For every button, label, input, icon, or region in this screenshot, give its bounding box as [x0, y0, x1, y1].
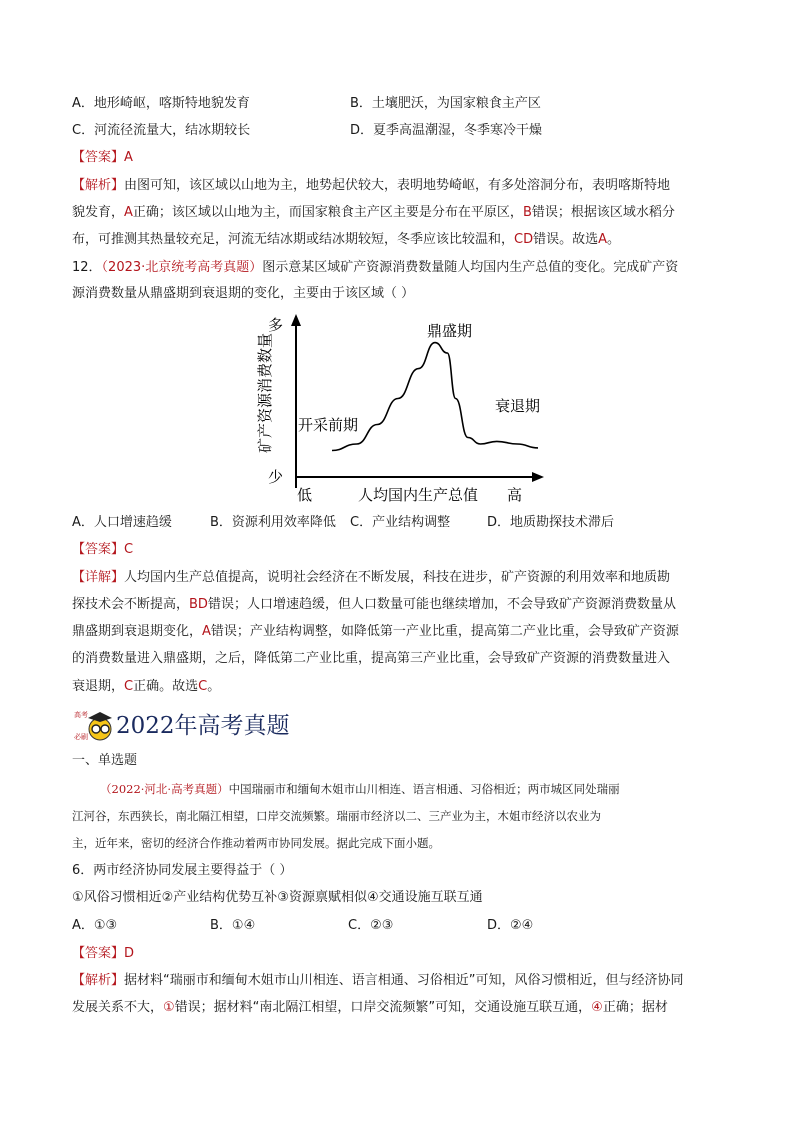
analysis-text: 正确；该区域以山地为主，而国家粮食主产区主要是分布在平原区， — [132, 205, 523, 220]
analysis-key: ① — [163, 1000, 175, 1015]
answer-label: 【答案】 — [72, 150, 125, 165]
detail-key: BD — [189, 597, 208, 612]
detail-text: 错误；产业结构调整，如降低第一产业比重，提高第二产业比重，会导致矿产资源 — [210, 624, 679, 639]
analysis-text: 正确；据材 — [602, 1000, 668, 1015]
answer-label: 【答案】 — [72, 946, 125, 961]
q12-option-c: C．产业结构调整 — [350, 515, 451, 530]
analysis-text: 貌发育， — [72, 205, 125, 220]
q11-analysis-line-1 — [72, 176, 670, 196]
detail-text: 衰退期， — [72, 679, 125, 694]
detail-key: C — [198, 679, 208, 694]
material-line-3: 主，近年来，密切的经济合作推动着两市协同发展。据此完成下面小题。 — [72, 836, 440, 850]
analysis-text: 错误；根据该区域水稻分 — [531, 205, 675, 220]
q12-detail-line-2 — [72, 595, 676, 615]
q12-answer — [72, 540, 133, 560]
q11-analysis-line-2 — [72, 203, 675, 223]
q12-option-a: A．人口增速趋缓 — [72, 515, 172, 530]
detail-text: 人均国内生产总值提高，说明社会经济在不断发展，科技在进步，矿产资源的利用效率和地质勘 — [124, 570, 671, 585]
analysis-text: 布，可推测其热量较充足，河流无结冰期或结冰期较短，冬季应该比较温和， — [72, 232, 515, 247]
answer-value: C — [124, 542, 134, 557]
analysis-text: 发展关系不大， — [72, 1000, 164, 1015]
logo-text-top: 高考 — [74, 711, 88, 719]
detail-text: 探技术会不断提高， — [72, 597, 190, 612]
detail-key: C — [124, 679, 134, 694]
q11-analysis-line-3 — [72, 230, 620, 250]
x-low-label: 低 — [297, 486, 313, 504]
q6-answer — [72, 944, 134, 964]
q6-option-d: D．②④ — [487, 918, 534, 933]
q12-detail-line-5 — [72, 677, 220, 697]
logo-cap — [88, 712, 112, 722]
section-title: 2022年高考真题 — [116, 713, 290, 739]
q6-analysis-line-2 — [72, 998, 668, 1018]
q12-option-b: B．资源利用效率降低 — [210, 515, 336, 530]
q11-option-c: C．河流径流量大，结冰期较长 — [72, 123, 251, 138]
q12-detail-line-1 — [72, 568, 670, 588]
q6-option-c: C．②③ — [348, 918, 394, 933]
section-logo — [72, 705, 116, 745]
q12-detail-line-3 — [72, 622, 679, 642]
annotation-peak: 鼎盛期 — [427, 322, 473, 340]
analysis-label: 【解析】 — [72, 178, 125, 193]
y-high-label: 多 — [268, 316, 284, 334]
analysis-text: 错误；据材料“南北隔江相望，口岸交流频繁”可知，交通设施互联互通， — [174, 1000, 592, 1015]
analysis-label: 【解析】 — [72, 973, 125, 988]
analysis-text: 由图可知，该区域以山地为主，地势起伏较大，表明地势崎岖，有多处溶洞分布，表明喀斯特地 — [124, 178, 671, 193]
analysis-text: 据材料“瑞丽市和缅甸木姐市山川相连、语言相通、习俗相近”可知，风俗习惯相近，但与经济协同 — [124, 973, 684, 988]
annotation-start: 开采前期 — [298, 416, 359, 434]
q11-option-b: B．土壤肥沃，为国家粮食主产区 — [350, 96, 541, 111]
detail-text: 鼎盛期到衰退期变化， — [72, 624, 203, 639]
consumption-chart — [250, 310, 550, 510]
q11-answer — [72, 148, 133, 168]
x-axis-label: 人均国内生产总值 — [358, 486, 479, 504]
answer-value: D — [124, 946, 135, 961]
material-line-2: 江河谷，东西狭长，南北隔江相望，口岸交流频繁。瑞丽市经济以二、三产业为主，木姐市经济以农业为 — [72, 809, 601, 823]
material-source: （2022·河北·高考真题） — [100, 782, 229, 796]
q11-option-d: D．夏季高温潮湿，冬季寒冷干燥 — [350, 123, 543, 138]
q6-option-a: A．①③ — [72, 918, 118, 933]
answer-value: A — [124, 150, 133, 165]
q12-detail-line-4: 的消费数量进入鼎盛期，之后，降低第二产业比重，提高第三产业比重，会导致矿产资源的消费数量进入 — [72, 651, 671, 666]
detail-label: 【详解】 — [72, 570, 125, 585]
q11-option-a: A．地形崎岖，喀斯特地貌发育 — [72, 96, 250, 111]
analysis-text: 。 — [607, 232, 621, 247]
detail-text: 。 — [207, 679, 221, 694]
analysis-key: A — [598, 232, 608, 247]
logo-lens-left — [92, 725, 100, 733]
y-low-label: 少 — [268, 468, 284, 486]
q12-option-d: D．地质勘探技术滞后 — [487, 515, 615, 530]
detail-key: A — [202, 624, 211, 639]
x-axis-arrow — [532, 472, 544, 482]
logo-text-bottom: 必刷 — [74, 733, 88, 741]
analysis-key: ④ — [591, 1000, 603, 1015]
detail-text: 正确。故选 — [133, 679, 199, 694]
material-line-1 — [100, 779, 620, 799]
analysis-text: 错误。故选 — [533, 232, 599, 247]
material-text: 中国瑞丽市和缅甸木姐市山川相连、语言相通、习俗相近；两市城区同处瑞丽 — [228, 782, 620, 796]
q6-items: ①风俗习惯相近②产业结构优势互补③资源禀赋相似④交通设施互联互通 — [72, 890, 483, 905]
analysis-key: CD — [514, 232, 534, 247]
logo-lens-right — [101, 725, 109, 733]
q6-stem: 6．两市经济协同发展主要得益于（ ） — [72, 863, 293, 878]
x-high-label: 高 — [507, 486, 523, 504]
q12-stem-line-1 — [72, 258, 678, 278]
q6-analysis-line-1 — [72, 971, 684, 991]
y-axis-label: 矿产资源消费数量 — [256, 332, 274, 453]
detail-text: 错误；人口增速趋缓，但人口数量可能也继续增加，不会导致矿产资源消费数量从 — [207, 597, 676, 612]
analysis-key: A — [124, 205, 133, 220]
question-source: （2023·北京统考高考真题） — [101, 260, 263, 275]
question-number: 12． — [72, 260, 102, 275]
question-stem: 图示意某区域矿产资源消费数量随人均国内生产总值的变化。完成矿产资 — [262, 260, 679, 275]
subsection-title: 一、单选题 — [72, 753, 138, 768]
q12-stem-line-2: 源消费数量从鼎盛期到衰退期的变化，主要由于该区域（ ） — [72, 286, 415, 301]
q6-option-b: B．①④ — [210, 918, 256, 933]
annotation-decline: 衰退期 — [495, 397, 541, 415]
y-axis-arrow — [291, 314, 301, 326]
analysis-key: B — [522, 205, 532, 220]
answer-label: 【答案】 — [72, 542, 125, 557]
